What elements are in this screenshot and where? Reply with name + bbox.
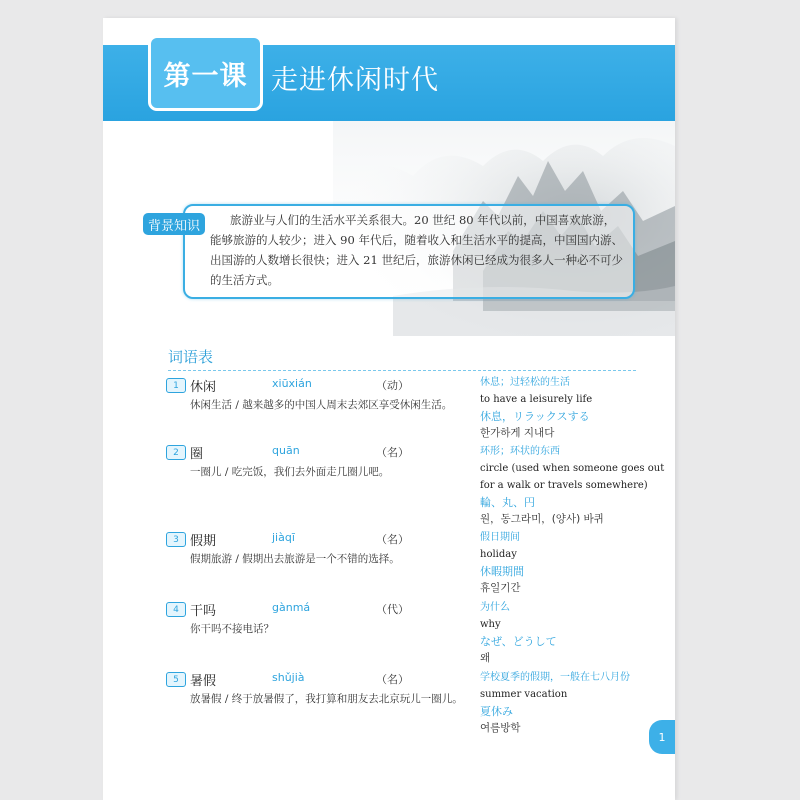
definition-english: summer vacation [480, 689, 568, 700]
entry-definitions [480, 669, 670, 737]
entry-word: 假期 [190, 534, 217, 549]
lesson-number-box [148, 35, 263, 111]
entry-part-of-speech: （动） [376, 379, 409, 392]
entry-definitions [480, 599, 670, 667]
entry-pinyin: jiàqī [272, 531, 295, 544]
definition-japanese: なぜ、どうして [480, 635, 557, 648]
entry-definitions [480, 443, 670, 528]
entry-pinyin: gànmá [272, 601, 311, 614]
entry-example: 假期旅游 / 假期出去旅游是一个不错的选择。 [190, 553, 400, 565]
background-line: 能够旅游的人较少；进入 90 年代后，随着收入和生活水平的提高，中国国内游、 [210, 233, 623, 247]
entry-number-badge: 4 [166, 602, 186, 617]
divider [168, 370, 636, 371]
definition-chinese: 为什么 [480, 602, 510, 613]
entry-part-of-speech: （代） [376, 603, 409, 616]
entry-number-badge: 1 [166, 378, 186, 393]
definition-chinese: 学校夏季的假期，一般在七八月份 [480, 672, 630, 683]
entry-word: 干吗 [190, 604, 217, 619]
entry-part-of-speech: （名） [376, 446, 409, 459]
entry-definitions [480, 529, 670, 597]
background-line: 的生活方式。 [210, 273, 279, 287]
background-knowledge-label: 背景知识 [143, 213, 205, 235]
page-number-tab [649, 720, 675, 754]
definition-english: why [480, 619, 501, 630]
definition-japanese: 休息，リラックスする [480, 410, 590, 423]
vocabulary-heading: 词语表 [168, 348, 214, 366]
entry-example: 一圈儿 / 吃完饭，我们去外面走几圈儿吧。 [190, 466, 390, 478]
entry-number-badge: 2 [166, 445, 186, 460]
lesson-title: 走进休闲时代 [271, 65, 439, 96]
definition-japanese: 夏休み [480, 705, 513, 718]
entry-definitions [480, 374, 670, 442]
definition-japanese: 休暇期間 [480, 565, 524, 578]
entry-part-of-speech: （名） [376, 533, 409, 546]
background-line: 出国游的人数增长很快；进入 21 世纪后，旅游休闲已经成为很多人一种必不可少 [210, 253, 623, 267]
entry-example: 放暑假 / 终于放暑假了，我打算和朋友去北京玩儿一圈儿。 [190, 693, 463, 705]
definition-korean: 여름방학 [480, 722, 521, 734]
background-knowledge-text [210, 210, 625, 290]
background-line: 旅游业与人们的生活水平关系很大。20 世纪 80 年代以前，中国喜欢旅游， [230, 213, 616, 227]
textbook-page [103, 18, 675, 800]
definition-korean: 왜 [480, 652, 491, 664]
entry-example: 你干吗不接电话？ [190, 623, 274, 635]
definition-english: for a walk or travels somewhere) [480, 480, 648, 491]
entry-word: 圈 [190, 447, 204, 462]
definition-chinese: 休息；过轻松的生活 [480, 377, 570, 388]
entry-number-badge: 5 [166, 672, 186, 687]
definition-chinese: 假日期间 [480, 532, 520, 543]
entry-example: 休闲生活 / 越来越多的中国人周末去郊区享受休闲生活。 [190, 399, 453, 411]
entry-pinyin: quān [272, 444, 300, 457]
entry-word: 休闲 [190, 380, 217, 395]
lesson-number: 第一课 [163, 60, 248, 92]
entry-word: 暑假 [190, 674, 217, 689]
entry-part-of-speech: （名） [376, 673, 409, 686]
definition-japanese: 輪、丸、円 [480, 496, 535, 509]
definition-english: circle (used when someone goes out [480, 463, 665, 474]
definition-chinese: 环形；环状的东西 [480, 446, 560, 457]
entry-pinyin: xiūxián [272, 377, 312, 390]
definition-english: holiday [480, 549, 517, 560]
definition-korean: 원，동그라미，(양사) 바퀴 [480, 513, 604, 525]
entry-pinyin: shǔjià [272, 671, 305, 684]
definition-korean: 한가하게 지내다 [480, 427, 555, 439]
entry-number-badge: 3 [166, 532, 186, 547]
definition-english: to have a leisurely life [480, 394, 593, 405]
definition-korean: 휴일기간 [480, 582, 521, 594]
page-number: 1 [658, 730, 666, 744]
